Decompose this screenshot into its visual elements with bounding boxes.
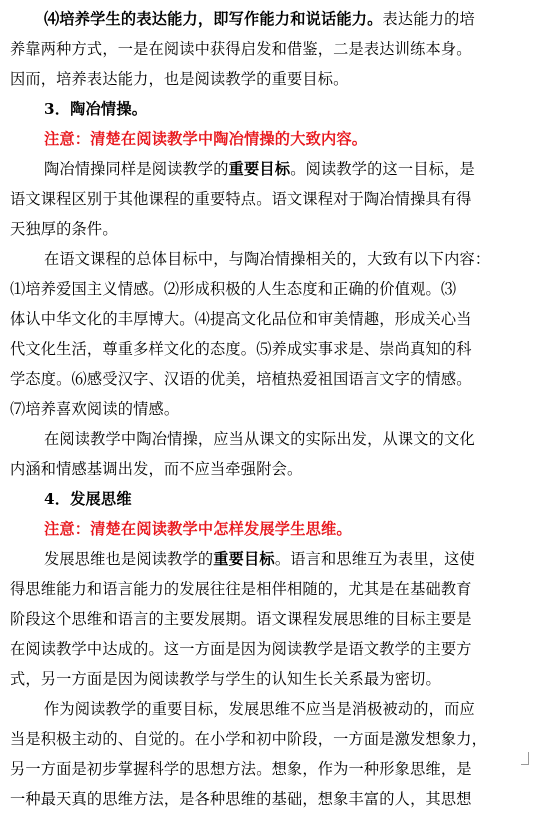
paragraph-line: 天独厚的条件。 <box>10 220 118 238</box>
text: 发展思维也是阅读教学的 <box>44 550 214 568</box>
paragraph-line: ⑴培养爱国主义情感。⑵形成积极的人生态度和正确的价值观。⑶ <box>10 280 457 298</box>
paragraph-line: 内涵和情感基调出发，而不应当牵强附会。 <box>10 460 303 478</box>
paragraph-line: 养靠两种方式，一是在阅读中获得启发和借鉴，二是表达训练本身。 <box>10 40 472 58</box>
paragraph-line: 一种最天真的思维方法，是各种思维的基础，想象丰富的人，其思想 <box>10 790 472 808</box>
text: 表达能力的培 <box>382 10 475 28</box>
paragraph-line: 另一方面是初步掌握科学的思想方法。想象，作为一种形象思维，是 <box>10 760 472 778</box>
bold-text: ⑷培养学生的表达能力，即写作能力和说话能力。 <box>44 10 383 28</box>
text: 。语言和思维互为表里，这使 <box>274 550 475 568</box>
paragraph-line: 在阅读教学中陶冶情操，应当从课文的实际出发，从课文的文化 <box>44 430 475 448</box>
bold-text: 重要目标 <box>213 550 275 568</box>
paragraph-line <box>44 544 525 574</box>
bold-text: 重要目标 <box>228 160 291 178</box>
section-heading: 3．陶冶情操。 <box>44 100 148 118</box>
paragraph-line <box>44 4 525 34</box>
paragraph-line: 学态度。⑹感受汉字、汉语的优美，培植热爱祖国语言文字的情感。 <box>10 370 472 388</box>
paragraph-line: 作为阅读教学的重要目标，发展思维不应当是消极被动的，而应 <box>44 700 475 718</box>
paragraph-line: 因而，培养表达能力，也是阅读教学的重要目标。 <box>10 70 349 88</box>
paragraph-line: 当是积极主动的、自觉的。在小学和初中阶段，一方面是激发想象力， <box>10 730 488 748</box>
note-text: 注意：清楚在阅读教学中怎样发展学生思维。 <box>44 520 352 538</box>
text: 。阅读教学的这一目标，是 <box>290 160 475 178</box>
text: 陶冶情操同样是阅读教学的 <box>44 160 229 178</box>
section-heading: 4．发展思维 <box>44 490 132 508</box>
paragraph-line: 式，另一方面是因为阅读教学与学生的认知生长关系最为密切。 <box>10 670 441 688</box>
paragraph-line: 体认中华文化的丰厚博大。⑷提高文化品位和审美情趣，形成关心当 <box>10 310 472 328</box>
paragraph-line: 语文课程区别于其他课程的重要特点。语文课程对于陶冶情操具有得 <box>10 190 472 208</box>
paragraph-line: 代文化生活，尊重多样文化的态度。⑸养成实事求是、崇尚真知的科 <box>10 340 472 358</box>
page-corner-mark <box>521 752 529 765</box>
paragraph-line: 阶段这个思维和语言的主要发展期。语文课程发展思维的目标主要是 <box>10 610 472 628</box>
paragraph-line: ⑺培养喜欢阅读的情感。 <box>10 400 180 418</box>
note-text: 注意：清楚在阅读教学中陶冶情操的大致内容。 <box>44 130 368 148</box>
paragraph-line: 在阅读教学中达成的。这一方面是因为阅读教学是语文教学的主要方 <box>10 640 472 658</box>
paragraph-line <box>44 154 525 184</box>
paragraph-line: 得思维能力和语言能力的发展往往是相伴相随的，尤其是在基础教育 <box>10 580 472 598</box>
paragraph-line: 在语文课程的总体目标中，与陶冶情操相关的，大致有以下内容： <box>44 250 491 268</box>
